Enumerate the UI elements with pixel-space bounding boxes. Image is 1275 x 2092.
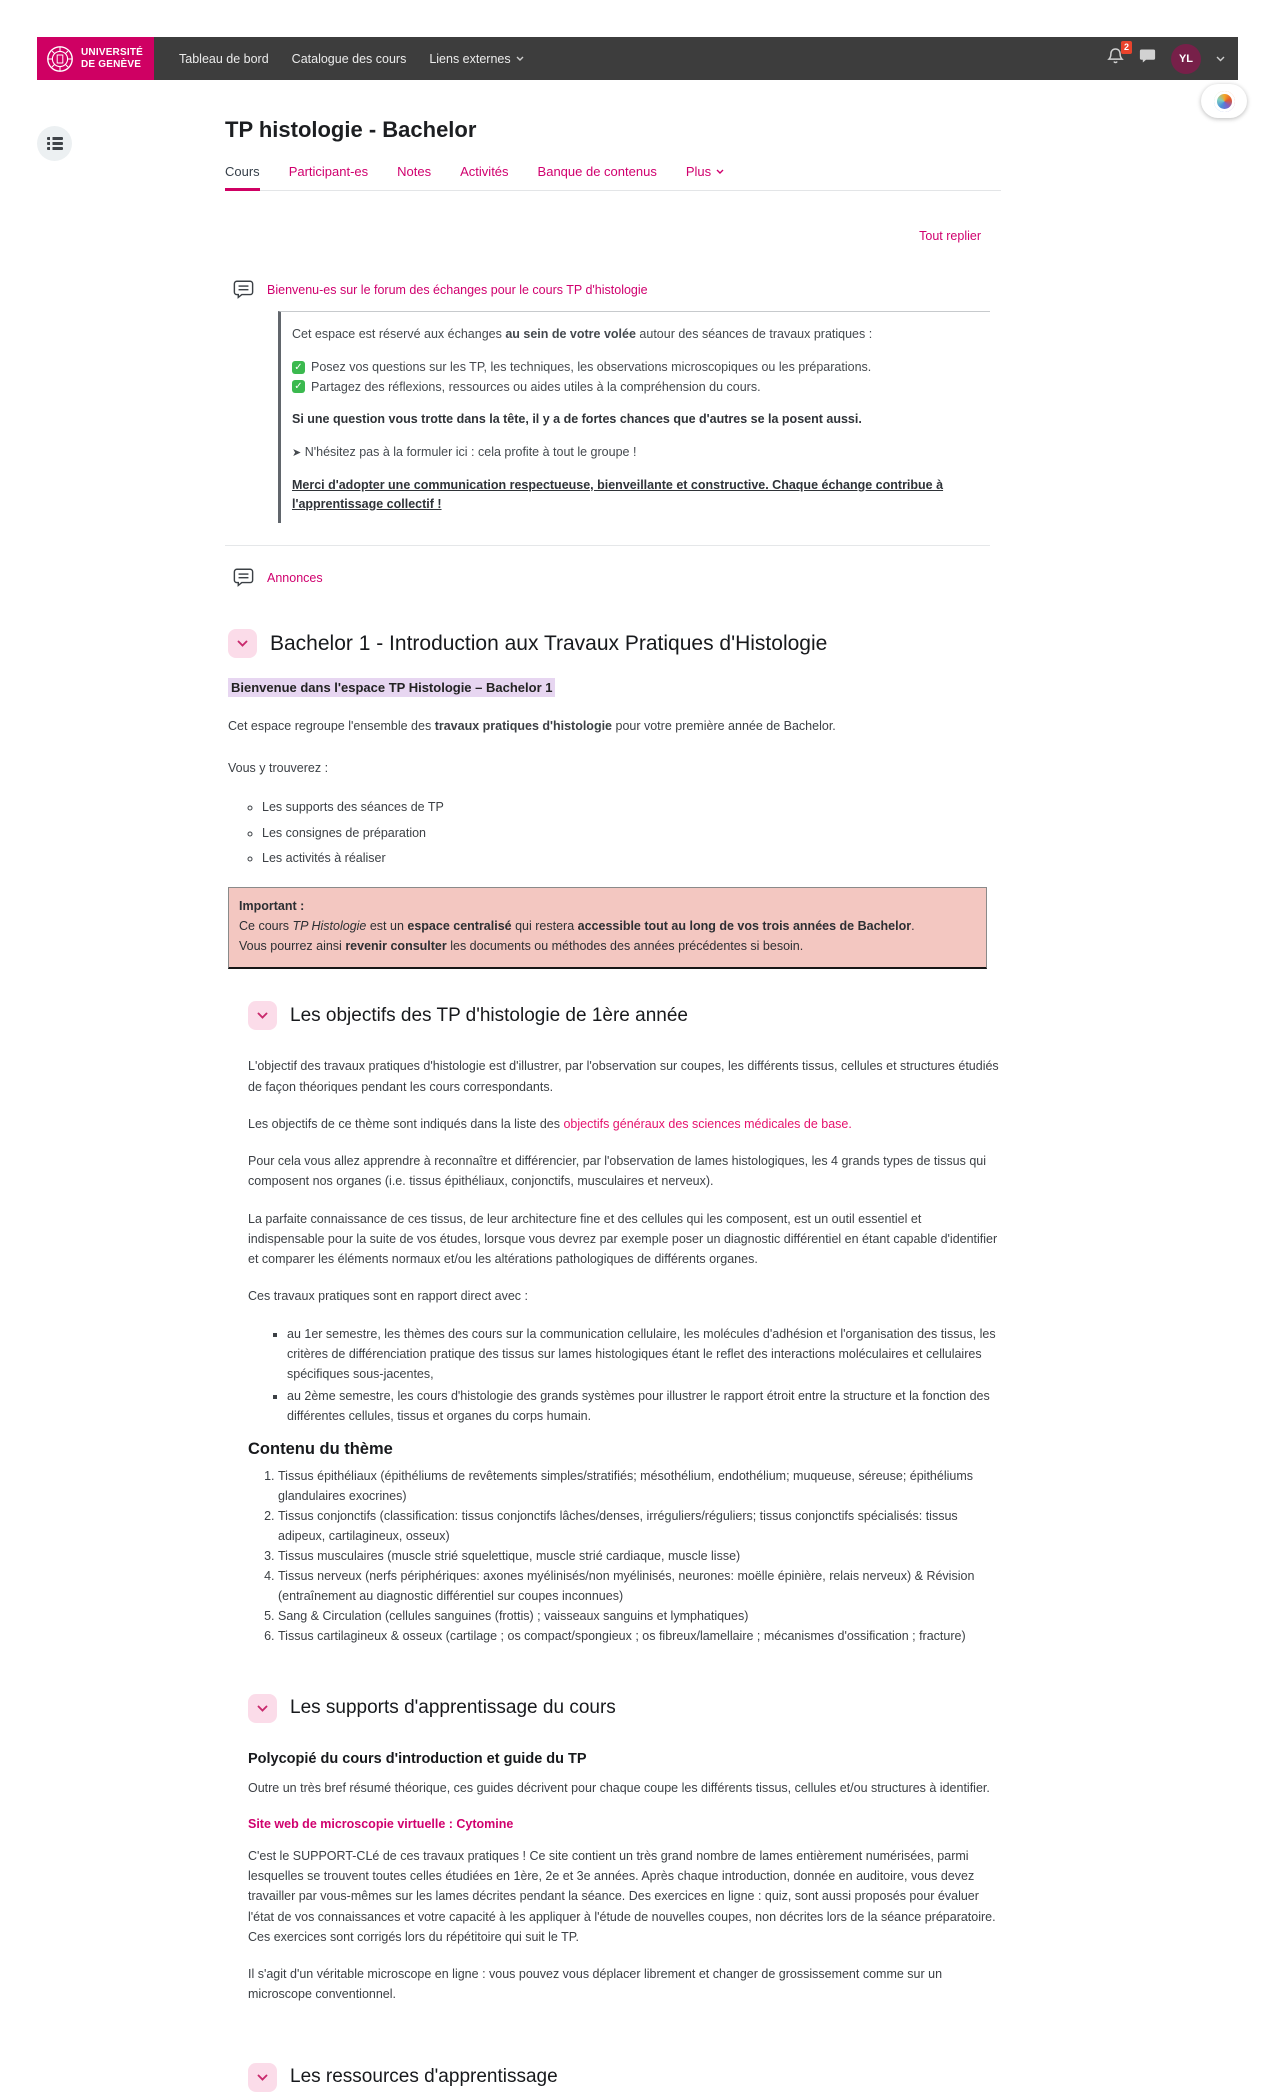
chevron-down-icon [516,56,524,61]
section-heading: Bachelor 1 - Introduction aux Travaux Pratiques d'Histologie [270,631,828,655]
extension-icon [1214,91,1235,112]
arrow-icon: ➤ [292,447,302,459]
check-icon: ✓ [292,380,305,393]
forum-welcome-link[interactable]: Bienvenu-es sur le forum des échanges pour le cours TP d'histologie [267,282,648,297]
cytomine-heading: Site web de microscopie virtuelle : Cytomine [248,1816,514,1831]
paragraph: L'objectif des travaux pratiques d'histologie est d'illustrer, par l'observation sur coupes, les différents tissus, cellules et structures étudiés de façon théoriques pendant les cours correspondants. [248,1059,999,1094]
course-tabs [225,164,1001,191]
section-header [248,2063,1001,2092]
forum-icon [233,568,254,587]
chat-icon [1139,51,1156,68]
paragraph: La parfaite connaissance de ces tissus, de leur architecture fine et des cellules qui les composent, est un outil essentiel et indispensable pour la suite de vos études, lorsque vous devrez par exemple poser un diagnostic différentiel en étant capable d'identifier et comparer les éléments normaux et/ou les altérations pathologiques de différents organes. [248,1211,998,1266]
brand-line1: UNIVERSITÉ [81,47,144,59]
messages-button[interactable] [1139,48,1156,69]
paragraph: Ces travaux pratiques sont en rapport direct avec : [248,1289,529,1304]
list-item: 6. Tissus cartilagineux & osseux (cartilage ; os compact/spongieux ; os fibreux/lamellaire ; mécanismes d'ossification ; fracture) [278,1626,1001,1646]
collapse-section-button[interactable] [248,1694,277,1723]
list-item: ◦ Les supports des séances de TP [262,798,1001,817]
forum-intro: Cet espace est réservé aux échanges au sein de votre volée autour des séances de travaux pratiques : [292,327,873,341]
list-item: ◦ Les consignes de préparation [262,824,1001,843]
intro-paragraph: Cet espace regroupe l'ensemble des travaux pratiques d'histologie pour votre première année de Bachelor. [228,719,836,734]
intro-paragraph: Vous y trouverez : [228,760,329,775]
extension-widget[interactable] [1201,84,1247,118]
section-heading: Les objectifs des TP d'histologie de 1ère année [290,1004,688,1026]
paragraph: C'est le SUPPORT-CLé de ces travaux pratiques ! Ce site contient un très grand nombre de lames entièrement numérisées, parmi lesquelles se trouvent toutes celles étudiées en 1ère, 2e et 3e années. Après chaque introduction, donnée en auditoire, vous devez travailler par vous-mêmes sur les lames décrites pendant la séance. Des exercices en ligne : quiz, sont aussi proposés pour évaluer l'état de vos connaissances et votre capacité à les appliquer à l'étude de nouvelles coupes, non décrites lors de la séance préparatoire. Ces exercices sont corrigés lors du répétitoire qui suit le TP. [248,1848,996,1944]
list-item: 3. Tissus musculaires (muscle strié squelettique, muscle strié cardiaque, muscle lisse) [278,1546,1001,1566]
forum-announcements-activity [233,568,1001,587]
objectifs-generaux-link[interactable]: objectifs généraux des sciences médicales de base. [563,1116,852,1131]
collapse-section-button[interactable] [248,1001,277,1030]
section-header [248,1694,1001,1723]
forum-welcome-description [278,311,990,523]
section-ressources [248,2063,1001,2092]
paragraph: Les objectifs de ce thème sont indiqués dans la liste des objectifs généraux des sciences médicales de base. [248,1116,852,1131]
tab-plus[interactable] [686,164,724,190]
contenu-list [248,1466,1001,1646]
unige-seal-icon [46,45,74,73]
forum-closing: Merci d'adopter une communication respectueuse, bienveillante et constructive. Chaque échange contribue à l'apprentissage collectif ! [292,477,944,511]
semestre-list [248,1324,1001,1426]
check-text: Partagez des réflexions, ressources ou aides utiles à la compréhension du cours. [311,379,761,394]
forum-emphasis: Si une question vous trotte dans la tête, il y a de fortes chances que d'autres se la posent aussi. [292,412,862,427]
course-index-toggle[interactable] [37,126,72,161]
unige-home-link[interactable] [37,37,154,80]
welcome-highlight-line [228,680,1001,695]
list-item: 5. Sang & Circulation (cellules sanguines (frottis) ; vaisseaux sanguins et lymphatiques) [278,1606,1001,1626]
list-item: ▪ au 2ème semestre, les cours d'histologie des grands systèmes pour illustrer le rapport étroit entre la structure et la fonction des différentes cellules, tissus et organes du corps humain. [287,1386,1001,1426]
check-icon: ✓ [292,361,305,374]
section-header [248,1001,1001,1030]
collapse-all-link[interactable]: Tout replier [919,229,981,243]
section-header [228,629,1001,658]
welcome-highlight: Bienvenue dans l'espace TP Histologie – Bachelor 1 [228,678,555,697]
user-menu-chevron-icon[interactable] [1216,56,1225,62]
section-bachelor1 [228,629,1001,969]
section-supports [248,1694,1001,2005]
page-title: TP histologie - Bachelor [225,117,477,142]
section-heading: Les supports d'apprentissage du cours [290,1697,616,1718]
list-icon [47,134,63,152]
list-item: 2. Tissus conjonctifs (classification: tissus conjonctifs lâches/denses, irréguliers/réguliers; tissus conjonctifs spécialisés: tissus adipeux, cartilagineux, osseux) [278,1506,1001,1546]
divider [225,545,990,546]
collapse-section-button[interactable] [248,2063,277,2092]
top-navbar [37,37,1238,80]
collapse-row [225,229,1001,243]
important-line: Ce cours TP Histologie est un espace centralisé qui restera accessible tout au long de vos trois années de Bachelor. [239,918,915,933]
section-heading: Les ressources d'apprentissage [290,2066,558,2087]
intro-list [228,798,1001,868]
collapse-section-button[interactable] [228,629,257,658]
notification-badge: 2 [1121,41,1132,54]
forum-check-list [292,358,986,397]
brand-text [81,47,143,69]
paragraph: Pour cela vous allez apprendre à reconnaître et différencier, par l'observation de lames histologiques, les 4 grands types de tissus qui composent nos organes (i.e. tissus épithéliaux, conjonctifs, musculaires et nerveux). [248,1154,987,1189]
forum-welcome-activity [233,280,1001,299]
paragraph: Il s'agit d'un véritable microscope en ligne : vous pouvez vous déplacer librement et changer de grossissement comme sur un microscope conventionnel. [248,1967,943,2002]
tab-notes[interactable]: Notes [397,164,432,179]
list-item: ▪ au 1er semestre, les thèmes des cours sur la communication cellulaire, les molécules d'adhésion et l'organisation des tissus, les critères de différenciation pratique des tissus sur lames histologiques étant le reflet des interactions moléculaires et cellulaires spécifiques sous-jacentes, [287,1324,1001,1384]
chevron-down-icon [716,169,724,174]
section-objectifs [248,1001,1001,1645]
check-line [292,358,986,377]
nav-course-catalogue[interactable]: Catalogue des cours [291,51,407,66]
list-item: ◦ Les activités à réaliser [262,849,1001,868]
tab-plus-label: Plus [685,164,712,179]
navbar-actions [1107,37,1238,80]
brand-line2: DE GENÈVE [81,58,142,70]
forum-invite: ➤ N'hésitez pas à la formuler ici : cela profite à tout le groupe ! [292,445,637,459]
important-line: Vous pourrez ainsi revenir consulter les documents ou méthodes des années précédentes si besoin. [239,938,804,953]
nav-external-links[interactable] [429,52,523,66]
forum-announcements-link[interactable]: Annonces [267,570,323,585]
contenu-heading: Contenu du thème [248,1439,393,1458]
nav-external-links-label: Liens externes [429,51,511,66]
forum-icon [233,280,254,299]
avatar[interactable]: YL [1171,44,1201,74]
list-item: 1. Tissus épithéliaux (épithéliums de revêtements simples/stratifiés; mésothélium, endothélium; muqueuse, séreuse; épithéliums glandulaires exocrines) [278,1466,1001,1506]
list-item: 4. Tissus nerveux (nerfs périphériques: axones myélinisés/non myélinisés, neurones: moëlle épinière, relais nerveux) & Révision (entraînement au diagnostic différentiel sur coupes inconnues) [278,1566,1001,1606]
important-label: Important : [239,899,305,913]
course-page [225,105,1001,2092]
tab-cours[interactable]: Cours [225,164,260,190]
nav-dashboard[interactable]: Tableau de bord [179,51,269,66]
tab-activites[interactable]: Activités [460,164,509,179]
tab-banque-de-contenus[interactable]: Banque de contenus [537,164,657,179]
polycopie-heading: Polycopié du cours d'introduction et guide du TP [248,1750,587,1767]
primary-nav [179,37,524,80]
notifications-button[interactable] [1107,42,1129,70]
check-text: Posez vos questions sur les TP, les techniques, les observations microscopiques ou les préparations. [311,359,872,374]
paragraph: Outre un très bref résumé théorique, ces guides décrivent pour chaque coupe les différents tissus, cellules et/ou structures à identifier. [248,1780,990,1795]
important-notice [228,887,987,969]
check-line [292,378,986,397]
tab-participants[interactable]: Participant-es [288,164,369,179]
